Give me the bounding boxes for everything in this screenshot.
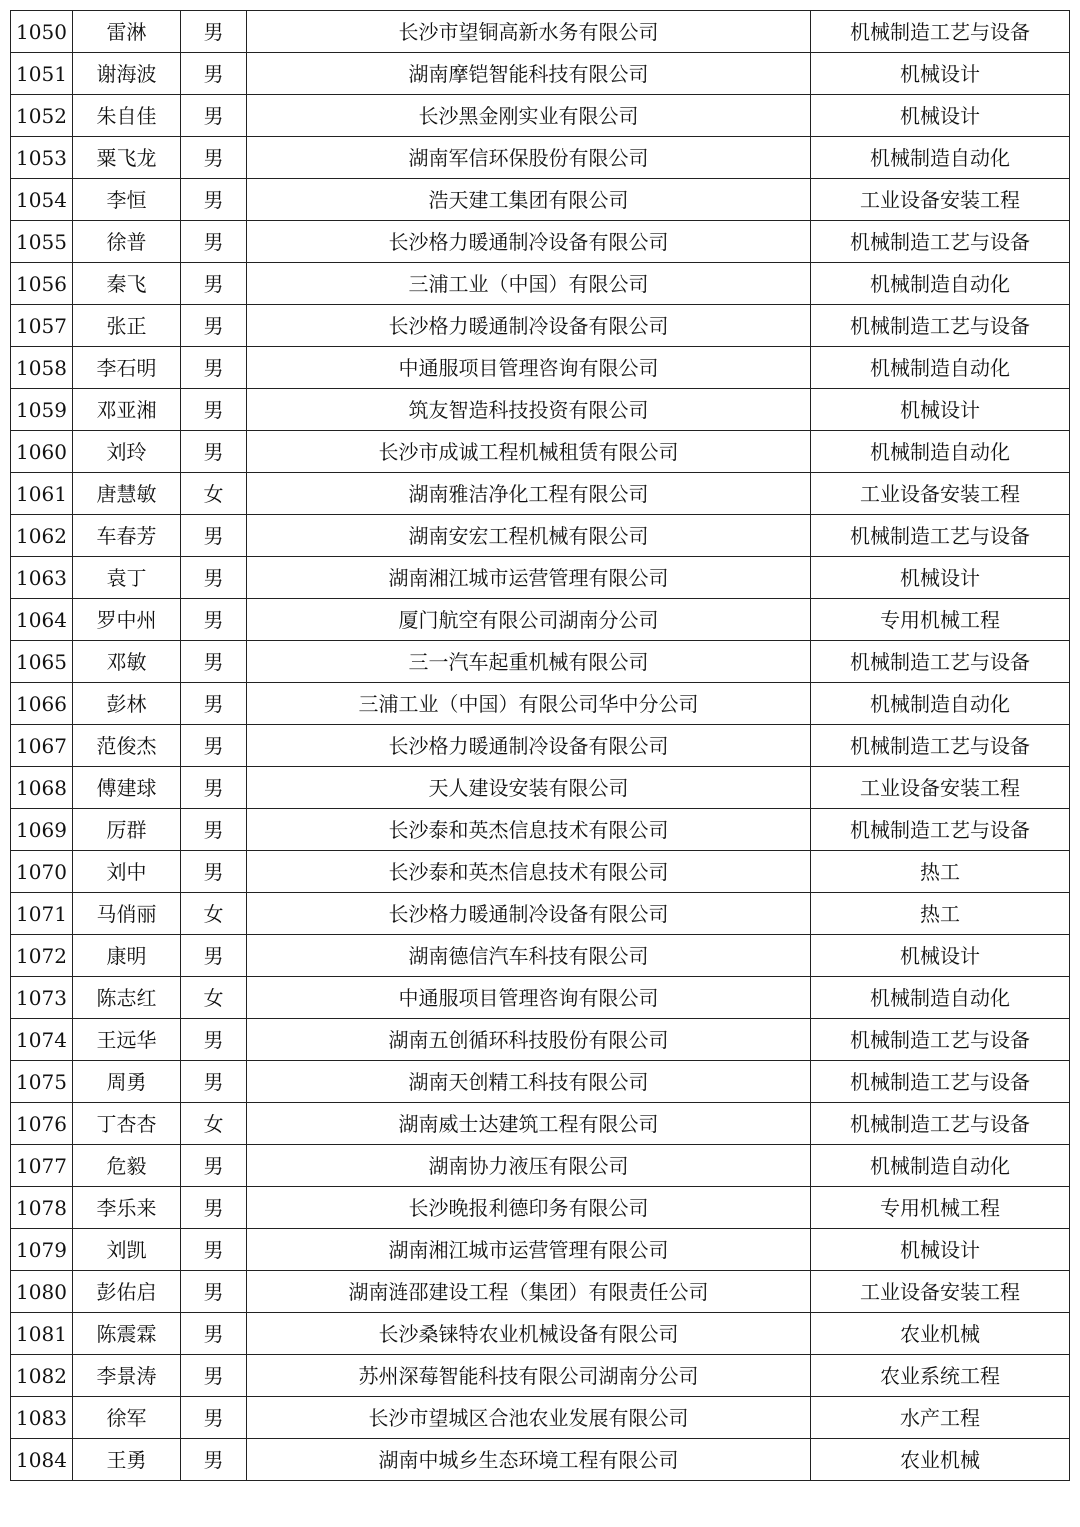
name-cell: 陈震霖	[73, 1313, 181, 1355]
gender-cell: 男	[181, 53, 247, 95]
gender-cell: 男	[181, 515, 247, 557]
company-cell: 长沙黑金刚实业有限公司	[247, 95, 811, 137]
table-row	[11, 725, 1070, 767]
name-cell: 车春芳	[73, 515, 181, 557]
roster-sheet	[10, 10, 1069, 1481]
major-cell: 机械制造自动化	[811, 1145, 1070, 1187]
gender-cell: 女	[181, 473, 247, 515]
gender-cell: 男	[181, 683, 247, 725]
name-cell: 刘玲	[73, 431, 181, 473]
gender-cell: 男	[181, 95, 247, 137]
gender-cell: 男	[181, 1271, 247, 1313]
table-row	[11, 221, 1070, 263]
serial-number-cell: 1068	[11, 767, 73, 809]
company-cell: 长沙泰和英杰信息技术有限公司	[247, 809, 811, 851]
serial-number-cell: 1083	[11, 1397, 73, 1439]
serial-number-cell: 1080	[11, 1271, 73, 1313]
company-cell: 天人建设安装有限公司	[247, 767, 811, 809]
company-cell: 湖南天创精工科技有限公司	[247, 1061, 811, 1103]
serial-number-cell: 1057	[11, 305, 73, 347]
major-cell: 工业设备安装工程	[811, 767, 1070, 809]
name-cell: 陈志红	[73, 977, 181, 1019]
serial-number-cell: 1062	[11, 515, 73, 557]
name-cell: 雷淋	[73, 11, 181, 53]
company-cell: 长沙格力暖通制冷设备有限公司	[247, 725, 811, 767]
table-row	[11, 1061, 1070, 1103]
company-cell: 长沙桑铼特农业机械设备有限公司	[247, 1313, 811, 1355]
serial-number-cell: 1053	[11, 137, 73, 179]
table-row	[11, 1313, 1070, 1355]
serial-number-cell: 1056	[11, 263, 73, 305]
name-cell: 马俏丽	[73, 893, 181, 935]
name-cell: 李景涛	[73, 1355, 181, 1397]
major-cell: 机械设计	[811, 1229, 1070, 1271]
name-cell: 秦飞	[73, 263, 181, 305]
table-row	[11, 179, 1070, 221]
major-cell: 水产工程	[811, 1397, 1070, 1439]
name-cell: 李石明	[73, 347, 181, 389]
table-row	[11, 473, 1070, 515]
gender-cell: 男	[181, 1061, 247, 1103]
table-row	[11, 1271, 1070, 1313]
table-row	[11, 599, 1070, 641]
major-cell: 专用机械工程	[811, 599, 1070, 641]
gender-cell: 男	[181, 347, 247, 389]
company-cell: 三一汽车起重机械有限公司	[247, 641, 811, 683]
company-cell: 湖南雅洁净化工程有限公司	[247, 473, 811, 515]
table-row	[11, 389, 1070, 431]
gender-cell: 女	[181, 1103, 247, 1145]
major-cell: 机械制造工艺与设备	[811, 1019, 1070, 1061]
table-row	[11, 809, 1070, 851]
name-cell: 袁丁	[73, 557, 181, 599]
gender-cell: 男	[181, 431, 247, 473]
table-row	[11, 137, 1070, 179]
major-cell: 专用机械工程	[811, 1187, 1070, 1229]
serial-number-cell: 1063	[11, 557, 73, 599]
company-cell: 浩天建工集团有限公司	[247, 179, 811, 221]
name-cell: 彭佑启	[73, 1271, 181, 1313]
major-cell: 机械设计	[811, 557, 1070, 599]
company-cell: 湖南湘江城市运营管理有限公司	[247, 1229, 811, 1271]
name-cell: 徐军	[73, 1397, 181, 1439]
gender-cell: 男	[181, 179, 247, 221]
table-row	[11, 95, 1070, 137]
gender-cell: 女	[181, 893, 247, 935]
gender-cell: 男	[181, 641, 247, 683]
company-cell: 湖南军信环保股份有限公司	[247, 137, 811, 179]
serial-number-cell: 1059	[11, 389, 73, 431]
name-cell: 邓敏	[73, 641, 181, 683]
name-cell: 李恒	[73, 179, 181, 221]
company-cell: 湖南安宏工程机械有限公司	[247, 515, 811, 557]
name-cell: 康明	[73, 935, 181, 977]
serial-number-cell: 1054	[11, 179, 73, 221]
major-cell: 机械制造工艺与设备	[811, 1103, 1070, 1145]
gender-cell: 男	[181, 11, 247, 53]
serial-number-cell: 1075	[11, 1061, 73, 1103]
name-cell: 王勇	[73, 1439, 181, 1481]
table-row	[11, 1187, 1070, 1229]
major-cell: 机械制造自动化	[811, 347, 1070, 389]
table-row	[11, 851, 1070, 893]
name-cell: 厉群	[73, 809, 181, 851]
table-row	[11, 515, 1070, 557]
table-row	[11, 347, 1070, 389]
table-row	[11, 1103, 1070, 1145]
serial-number-cell: 1067	[11, 725, 73, 767]
company-cell: 长沙格力暖通制冷设备有限公司	[247, 893, 811, 935]
gender-cell: 男	[181, 221, 247, 263]
gender-cell: 男	[181, 851, 247, 893]
company-cell: 长沙泰和英杰信息技术有限公司	[247, 851, 811, 893]
name-cell: 谢海波	[73, 53, 181, 95]
serial-number-cell: 1084	[11, 1439, 73, 1481]
major-cell: 机械制造工艺与设备	[811, 305, 1070, 347]
gender-cell: 男	[181, 1229, 247, 1271]
name-cell: 罗中州	[73, 599, 181, 641]
major-cell: 机械制造工艺与设备	[811, 221, 1070, 263]
gender-cell: 男	[181, 1019, 247, 1061]
major-cell: 机械制造自动化	[811, 263, 1070, 305]
table-row	[11, 977, 1070, 1019]
major-cell: 机械制造自动化	[811, 683, 1070, 725]
major-cell: 机械制造工艺与设备	[811, 809, 1070, 851]
company-cell: 湖南五创循环科技股份有限公司	[247, 1019, 811, 1061]
name-cell: 粟飞龙	[73, 137, 181, 179]
gender-cell: 男	[181, 1397, 247, 1439]
serial-number-cell: 1079	[11, 1229, 73, 1271]
table-row	[11, 11, 1070, 53]
major-cell: 机械制造工艺与设备	[811, 11, 1070, 53]
serial-number-cell: 1060	[11, 431, 73, 473]
company-cell: 长沙格力暖通制冷设备有限公司	[247, 305, 811, 347]
gender-cell: 男	[181, 599, 247, 641]
table-row	[11, 641, 1070, 683]
gender-cell: 男	[181, 389, 247, 431]
name-cell: 危毅	[73, 1145, 181, 1187]
roster-table-body	[11, 11, 1070, 1481]
major-cell: 工业设备安装工程	[811, 1271, 1070, 1313]
serial-number-cell: 1074	[11, 1019, 73, 1061]
name-cell: 朱自佳	[73, 95, 181, 137]
table-row	[11, 1145, 1070, 1187]
name-cell: 傅建球	[73, 767, 181, 809]
serial-number-cell: 1077	[11, 1145, 73, 1187]
company-cell: 中通服项目管理咨询有限公司	[247, 977, 811, 1019]
serial-number-cell: 1055	[11, 221, 73, 263]
serial-number-cell: 1058	[11, 347, 73, 389]
gender-cell: 男	[181, 1145, 247, 1187]
gender-cell: 男	[181, 263, 247, 305]
company-cell: 长沙市成诚工程机械租赁有限公司	[247, 431, 811, 473]
serial-number-cell: 1078	[11, 1187, 73, 1229]
major-cell: 机械设计	[811, 53, 1070, 95]
table-row	[11, 1355, 1070, 1397]
name-cell: 张正	[73, 305, 181, 347]
company-cell: 长沙市望铜高新水务有限公司	[247, 11, 811, 53]
company-cell: 湖南中城乡生态环境工程有限公司	[247, 1439, 811, 1481]
serial-number-cell: 1082	[11, 1355, 73, 1397]
company-cell: 厦门航空有限公司湖南分公司	[247, 599, 811, 641]
company-cell: 苏州深莓智能科技有限公司湖南分公司	[247, 1355, 811, 1397]
name-cell: 唐慧敏	[73, 473, 181, 515]
table-row	[11, 557, 1070, 599]
name-cell: 徐普	[73, 221, 181, 263]
serial-number-cell: 1052	[11, 95, 73, 137]
table-row	[11, 893, 1070, 935]
serial-number-cell: 1069	[11, 809, 73, 851]
major-cell: 机械设计	[811, 389, 1070, 431]
gender-cell: 男	[181, 725, 247, 767]
table-row	[11, 1397, 1070, 1439]
major-cell: 热工	[811, 851, 1070, 893]
name-cell: 刘凯	[73, 1229, 181, 1271]
major-cell: 农业机械	[811, 1313, 1070, 1355]
company-cell: 湖南湘江城市运营管理有限公司	[247, 557, 811, 599]
company-cell: 湖南威士达建筑工程有限公司	[247, 1103, 811, 1145]
gender-cell: 男	[181, 935, 247, 977]
gender-cell: 男	[181, 1355, 247, 1397]
gender-cell: 男	[181, 1439, 247, 1481]
gender-cell: 女	[181, 977, 247, 1019]
major-cell: 机械制造自动化	[811, 137, 1070, 179]
major-cell: 机械制造工艺与设备	[811, 725, 1070, 767]
gender-cell: 男	[181, 1313, 247, 1355]
serial-number-cell: 1071	[11, 893, 73, 935]
serial-number-cell: 1076	[11, 1103, 73, 1145]
table-row	[11, 1019, 1070, 1061]
major-cell: 机械制造自动化	[811, 977, 1070, 1019]
gender-cell: 男	[181, 557, 247, 599]
roster-table	[10, 10, 1070, 1481]
name-cell: 邓亚湘	[73, 389, 181, 431]
name-cell: 丁杏杏	[73, 1103, 181, 1145]
name-cell: 王远华	[73, 1019, 181, 1061]
table-row	[11, 305, 1070, 347]
major-cell: 机械制造自动化	[811, 431, 1070, 473]
company-cell: 长沙格力暖通制冷设备有限公司	[247, 221, 811, 263]
company-cell: 长沙晚报利德印务有限公司	[247, 1187, 811, 1229]
serial-number-cell: 1081	[11, 1313, 73, 1355]
serial-number-cell: 1064	[11, 599, 73, 641]
major-cell: 机械制造工艺与设备	[811, 515, 1070, 557]
table-row	[11, 1229, 1070, 1271]
major-cell: 工业设备安装工程	[811, 179, 1070, 221]
serial-number-cell: 1061	[11, 473, 73, 515]
company-cell: 中通服项目管理咨询有限公司	[247, 347, 811, 389]
table-row	[11, 767, 1070, 809]
table-row	[11, 431, 1070, 473]
name-cell: 范俊杰	[73, 725, 181, 767]
major-cell: 机械设计	[811, 95, 1070, 137]
major-cell: 工业设备安装工程	[811, 473, 1070, 515]
company-cell: 三浦工业（中国）有限公司华中分公司	[247, 683, 811, 725]
name-cell: 彭林	[73, 683, 181, 725]
major-cell: 热工	[811, 893, 1070, 935]
table-row	[11, 935, 1070, 977]
gender-cell: 男	[181, 809, 247, 851]
company-cell: 湖南涟邵建设工程（集团）有限责任公司	[247, 1271, 811, 1313]
serial-number-cell: 1072	[11, 935, 73, 977]
name-cell: 李乐来	[73, 1187, 181, 1229]
serial-number-cell: 1050	[11, 11, 73, 53]
serial-number-cell: 1066	[11, 683, 73, 725]
major-cell: 农业系统工程	[811, 1355, 1070, 1397]
company-cell: 湖南协力液压有限公司	[247, 1145, 811, 1187]
serial-number-cell: 1051	[11, 53, 73, 95]
major-cell: 机械制造工艺与设备	[811, 641, 1070, 683]
company-cell: 湖南摩铠智能科技有限公司	[247, 53, 811, 95]
table-row	[11, 1439, 1070, 1481]
major-cell: 机械设计	[811, 935, 1070, 977]
gender-cell: 男	[181, 1187, 247, 1229]
serial-number-cell: 1073	[11, 977, 73, 1019]
table-row	[11, 53, 1070, 95]
name-cell: 刘中	[73, 851, 181, 893]
major-cell: 机械制造工艺与设备	[811, 1061, 1070, 1103]
table-row	[11, 263, 1070, 305]
name-cell: 周勇	[73, 1061, 181, 1103]
gender-cell: 男	[181, 305, 247, 347]
company-cell: 筑友智造科技投资有限公司	[247, 389, 811, 431]
table-row	[11, 683, 1070, 725]
company-cell: 长沙市望城区合池农业发展有限公司	[247, 1397, 811, 1439]
company-cell: 三浦工业（中国）有限公司	[247, 263, 811, 305]
gender-cell: 男	[181, 137, 247, 179]
serial-number-cell: 1070	[11, 851, 73, 893]
gender-cell: 男	[181, 767, 247, 809]
company-cell: 湖南德信汽车科技有限公司	[247, 935, 811, 977]
serial-number-cell: 1065	[11, 641, 73, 683]
major-cell: 农业机械	[811, 1439, 1070, 1481]
